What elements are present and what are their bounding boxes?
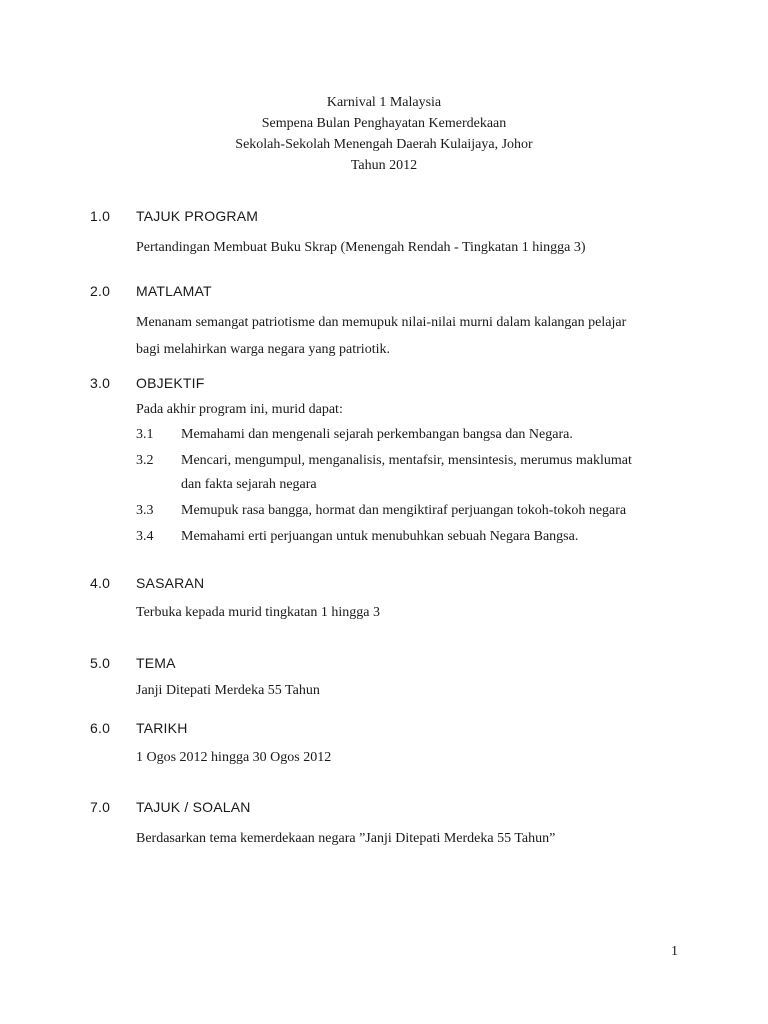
section-matlamat: [90, 283, 690, 363]
list-item: [136, 499, 690, 523]
list-item-number: 3.1: [136, 427, 154, 442]
section-sasaran: [90, 575, 690, 626]
list-item-number: 3.3: [136, 503, 154, 518]
header-line-1: Karnival 1 Malaysia: [326, 95, 442, 110]
section-heading: [90, 799, 690, 821]
section-number: 6.0: [90, 720, 111, 736]
header-line-4: Tahun 2012: [350, 158, 418, 173]
list-item: [136, 449, 690, 497]
list-item: [136, 423, 690, 447]
section-title: TARIKH: [136, 720, 188, 736]
section-body: [136, 309, 690, 363]
section-heading: [90, 208, 690, 230]
section-heading: [90, 720, 690, 742]
list-item-text-continued: dan fakta sejarah negara: [181, 477, 317, 492]
objective-list: [136, 423, 690, 549]
section-tarikh: [90, 720, 690, 771]
section-tajuk-program: [90, 208, 690, 261]
objective-intro: Pada akhir program ini, murid dapat:: [136, 402, 343, 417]
section-title: MATLAMAT: [136, 283, 212, 299]
section-number: 2.0: [90, 283, 111, 299]
header-line-3: Sekolah-Sekolah Menengah Daerah Kulaijaya, Johor: [235, 137, 533, 152]
list-item: [136, 525, 690, 549]
header-line-2: Sempena Bulan Penghayatan Kemerdekaan: [261, 116, 507, 131]
body-line: Menanam semangat patriotisme dan memupuk nilai-nilai murni dalam kalangan pelajar: [136, 315, 627, 330]
section-body: 1 Ogos 2012 hingga 30 Ogos 2012: [136, 750, 332, 765]
section-number: 5.0: [90, 655, 111, 671]
document-header: [0, 92, 768, 176]
body-line: bagi melahirkan warga negara yang patriotik.: [136, 342, 390, 357]
section-body: Pertandingan Membuat Buku Skrap (Menengah Rendah - Tingkatan 1 hingga 3): [136, 240, 586, 255]
page-number: 1: [671, 944, 678, 959]
section-body: [136, 397, 690, 549]
section-number: 3.0: [90, 375, 111, 391]
section-heading: [90, 575, 690, 597]
list-item-text: Memupuk rasa bangga, hormat dan mengiktiraf perjuangan tokoh-tokoh negara: [181, 503, 627, 518]
list-item-text: Memahami dan mengenali sejarah perkembangan bangsa dan Negara.: [181, 427, 573, 442]
section-number: 7.0: [90, 799, 111, 815]
section-body: Janji Ditepati Merdeka 55 Tahun: [136, 683, 320, 698]
section-objektif: [90, 375, 690, 551]
section-body: Berdasarkan tema kemerdekaan negara ”Janji Ditepati Merdeka 55 Tahun”: [136, 831, 556, 846]
section-number: 1.0: [90, 208, 111, 224]
section-tema: [90, 655, 690, 704]
section-title: OBJEKTIF: [136, 375, 205, 391]
section-title: TAJUK / SOALAN: [136, 799, 251, 815]
section-heading: [90, 375, 690, 397]
section-body: Terbuka kepada murid tingkatan 1 hingga 3: [136, 605, 380, 620]
list-item-number: 3.4: [136, 529, 154, 544]
section-title: TEMA: [136, 655, 176, 671]
section-number: 4.0: [90, 575, 111, 591]
section-tajuk-soalan: [90, 799, 690, 852]
section-heading: [90, 655, 690, 677]
section-heading: [90, 283, 690, 305]
section-title: TAJUK PROGRAM: [136, 208, 259, 224]
section-title: SASARAN: [136, 575, 205, 591]
list-item-text: Memahami erti perjuangan untuk menubuhkan sebuah Negara Bangsa.: [181, 529, 579, 544]
list-item-text: Mencari, mengumpul, menganalisis, mentafsir, mensintesis, merumus maklumat: [181, 453, 632, 468]
list-item-number: 3.2: [136, 453, 154, 468]
